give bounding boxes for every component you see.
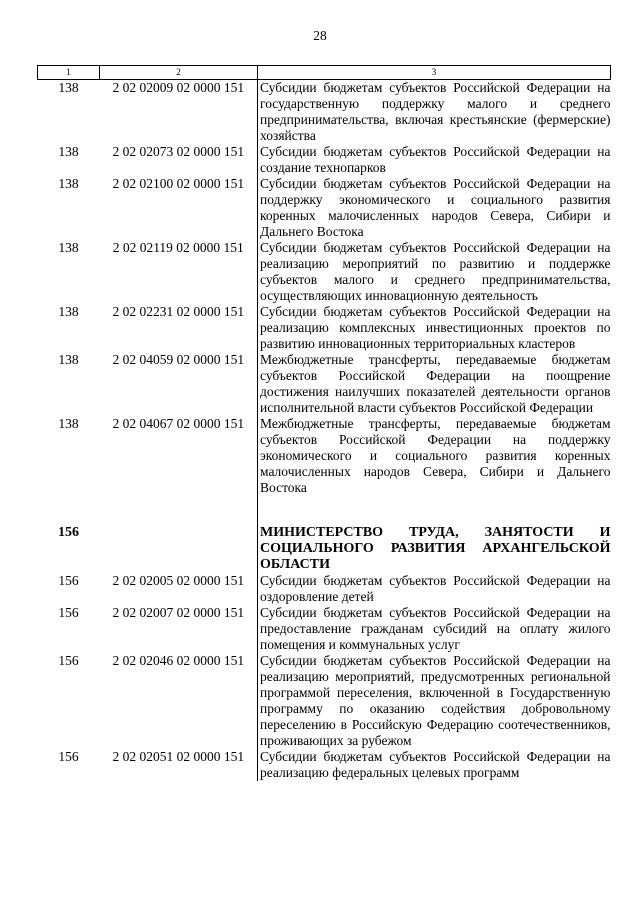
income-description: Субсидии бюджетам субъектов Российской Федерации на реализацию федеральных целевых программ <box>258 749 611 781</box>
income-code: 2 02 02007 02 0000 151 <box>112 605 245 620</box>
income-code: 2 02 02051 02 0000 151 <box>112 749 245 764</box>
income-description: Субсидии бюджетам субъектов Российской Федерации на реализацию комплексных инвестиционных проектов по развитию инновационных территориальных кластеров <box>258 304 611 352</box>
income-code: 2 02 02231 02 0000 151 <box>112 304 245 319</box>
income-description: Субсидии бюджетам субъектов Российской Федерации на создание технопарков <box>258 144 611 176</box>
admin-code: 156 <box>58 605 79 620</box>
income-code: 2 02 02073 02 0000 151 <box>112 144 245 159</box>
ministry-name: МИНИСТЕРСТВО ТРУДА, ЗАНЯТОСТИ И СОЦИАЛЬНОГО РАЗВИТИЯ АРХАНГЕЛЬСКОЙ ОБЛАСТИ <box>258 496 611 573</box>
header-col-1: 1 <box>38 66 100 80</box>
table-row <box>38 352 611 416</box>
table-row <box>38 573 611 605</box>
ministry-heading-row <box>38 496 611 573</box>
table-row <box>38 749 611 781</box>
table-row <box>38 605 611 653</box>
header-col-2: 2 <box>100 66 258 80</box>
table-row <box>38 144 611 176</box>
income-description: Межбюджетные трансферты, передаваемые бюджетам субъектов Российской Федерации на поддержку экономического и социального развития коренных малочисленных народов Севера, Сибири и Дальнего Востока <box>258 416 611 496</box>
admin-code: 138 <box>58 352 79 367</box>
header-col-3: 3 <box>258 66 611 80</box>
income-description: Субсидии бюджетам субъектов Российской Федерации на государственную поддержку малого и среднего предпринимательства, включая крестьянские (фермерские) хозяйства <box>258 80 611 145</box>
table-row <box>38 176 611 240</box>
income-description: Субсидии бюджетам субъектов Российской Федерации на реализацию мероприятий по развитию и поддержке субъектов малого и среднего предпринимательства, осуществляющих инновационную деятельность <box>258 240 611 304</box>
income-codes-table <box>37 65 611 781</box>
income-code: 2 02 02005 02 0000 151 <box>112 573 245 588</box>
admin-code: 138 <box>58 144 79 159</box>
income-code: 2 02 02009 02 0000 151 <box>112 80 245 95</box>
income-description: Субсидии бюджетам субъектов Российской Федерации на предоставление гражданам субсидий на оплату жилого помещения и коммунальных услуг <box>258 605 611 653</box>
table-row <box>38 304 611 352</box>
admin-code: 138 <box>58 416 79 431</box>
income-code: 2 02 04059 02 0000 151 <box>112 352 245 367</box>
admin-code: 156 <box>58 749 79 764</box>
table-row <box>38 653 611 749</box>
table-row <box>38 80 611 145</box>
income-description: Субсидии бюджетам субъектов Российской Федерации на оздоровление детей <box>258 573 611 605</box>
table-row <box>38 240 611 304</box>
ministry-admin-code: 156 <box>58 525 79 540</box>
income-code: 2 02 02119 02 0000 151 <box>112 240 244 255</box>
admin-code: 138 <box>58 176 79 191</box>
page-number: 28 <box>313 28 327 43</box>
income-code: 2 02 02046 02 0000 151 <box>112 653 245 668</box>
admin-code: 156 <box>58 573 79 588</box>
admin-code: 156 <box>58 653 79 668</box>
admin-code: 138 <box>58 80 79 95</box>
admin-code: 138 <box>58 240 79 255</box>
income-code: 2 02 04067 02 0000 151 <box>112 416 245 431</box>
income-code: 2 02 02100 02 0000 151 <box>112 176 245 191</box>
column-number-header <box>38 66 611 80</box>
ministry-code-empty <box>100 496 258 573</box>
income-description: Субсидии бюджетам субъектов Российской Федерации на поддержку экономического и социального развития коренных малочисленных народов Севера, Сибири и Дальнего Востока <box>258 176 611 240</box>
admin-code: 138 <box>58 304 79 319</box>
income-description: Субсидии бюджетам субъектов Российской Федерации на реализацию мероприятий, предусмотренных региональной программой переселения, включенной в Государственную программу по оказанию содействия добровольному переселению в Российскую Федерацию соотечественников, проживающих за рубежом <box>258 653 611 749</box>
income-description: Межбюджетные трансферты, передаваемые бюджетам субъектов Российской Федерации на поощрение достижения наилучших показателей деятельности органов исполнительной власти субъектов Российской Федерации <box>258 352 611 416</box>
table-row <box>38 416 611 496</box>
